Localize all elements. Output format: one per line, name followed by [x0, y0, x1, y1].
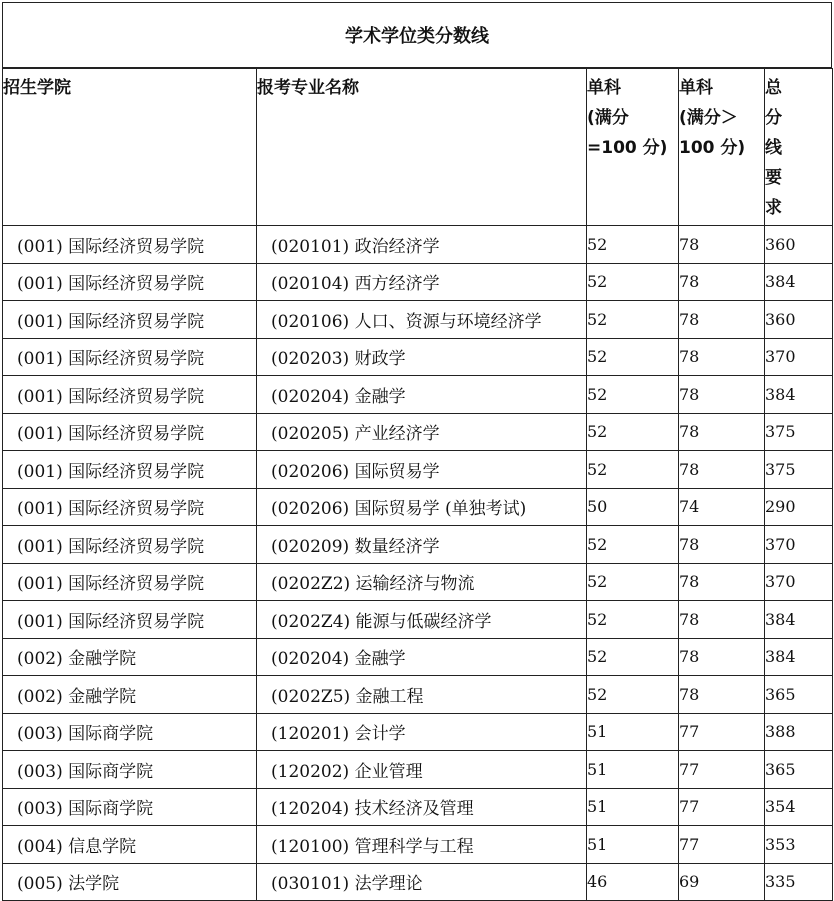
table-row	[3, 713, 833, 751]
total-cell: 370	[765, 338, 833, 376]
single-100-cell: 52	[587, 676, 679, 714]
total-cell: 370	[765, 526, 833, 564]
total-cell: 370	[765, 563, 833, 601]
single-gt100-cell: 77	[679, 751, 765, 789]
single-100-cell: 52	[587, 263, 679, 301]
total-cell: 375	[765, 413, 833, 451]
college-cell: (001) 国际经济贸易学院	[3, 263, 257, 301]
table-row	[3, 451, 833, 489]
single-100-cell: 46	[587, 863, 679, 901]
total-cell: 365	[765, 676, 833, 714]
single-100-cell: 52	[587, 376, 679, 414]
major-cell: (0202Z2) 运输经济与物流	[257, 563, 587, 601]
single-gt100-cell: 78	[679, 563, 765, 601]
college-cell: (005) 法学院	[3, 863, 257, 901]
header-total: 总分线要求	[765, 69, 833, 226]
total-cell: 354	[765, 788, 833, 826]
college-cell: (001) 国际经济贸易学院	[3, 376, 257, 414]
table-title: 学术学位类分数线	[2, 2, 832, 68]
single-gt100-cell: 77	[679, 788, 765, 826]
single-gt100-cell: 78	[679, 338, 765, 376]
major-cell: (0202Z5) 金融工程	[257, 676, 587, 714]
header-single-100-note: (满分 =100 分)	[587, 108, 668, 158]
table-row	[3, 563, 833, 601]
table-row	[3, 301, 833, 339]
college-cell: (001) 国际经济贸易学院	[3, 226, 257, 264]
single-100-cell: 52	[587, 563, 679, 601]
single-gt100-cell: 78	[679, 601, 765, 639]
total-cell: 384	[765, 638, 833, 676]
header-single-100-title: 单科	[587, 78, 621, 98]
college-cell: (001) 国际经济贸易学院	[3, 488, 257, 526]
college-cell: (003) 国际商学院	[3, 713, 257, 751]
single-100-cell: 51	[587, 713, 679, 751]
total-cell: 375	[765, 451, 833, 489]
single-100-cell: 52	[587, 413, 679, 451]
major-cell: (020209) 数量经济学	[257, 526, 587, 564]
header-single-100	[587, 69, 679, 226]
single-100-cell: 50	[587, 488, 679, 526]
table-row	[3, 638, 833, 676]
college-cell: (002) 金融学院	[3, 676, 257, 714]
single-gt100-cell: 77	[679, 713, 765, 751]
table-row	[3, 376, 833, 414]
single-100-cell: 52	[587, 601, 679, 639]
header-college: 招生学院	[3, 69, 257, 226]
college-cell: (003) 国际商学院	[3, 788, 257, 826]
major-cell: (020106) 人口、资源与环境经济学	[257, 301, 587, 339]
table-row	[3, 676, 833, 714]
total-cell: 360	[765, 226, 833, 264]
total-cell: 365	[765, 751, 833, 789]
single-gt100-cell: 78	[679, 526, 765, 564]
header-single-gt100-note: (满分＞ 100 分)	[679, 108, 746, 158]
single-gt100-cell: 78	[679, 676, 765, 714]
single-gt100-cell: 78	[679, 376, 765, 414]
single-100-cell: 52	[587, 526, 679, 564]
major-cell: (120100) 管理科学与工程	[257, 826, 587, 864]
college-cell: (001) 国际经济贸易学院	[3, 413, 257, 451]
major-cell: (020206) 国际贸易学 (单独考试)	[257, 488, 587, 526]
major-cell: (020205) 产业经济学	[257, 413, 587, 451]
single-gt100-cell: 78	[679, 226, 765, 264]
header-single-gt100	[679, 69, 765, 226]
single-gt100-cell: 74	[679, 488, 765, 526]
table-row	[3, 338, 833, 376]
score-sheet	[2, 2, 832, 901]
single-gt100-cell: 78	[679, 413, 765, 451]
total-cell: 290	[765, 488, 833, 526]
single-gt100-cell: 78	[679, 638, 765, 676]
total-cell: 388	[765, 713, 833, 751]
single-gt100-cell: 78	[679, 451, 765, 489]
single-100-cell: 52	[587, 451, 679, 489]
single-100-cell: 52	[587, 301, 679, 339]
table-row	[3, 788, 833, 826]
major-cell: (020101) 政治经济学	[257, 226, 587, 264]
total-cell: 360	[765, 301, 833, 339]
single-100-cell: 51	[587, 751, 679, 789]
college-cell: (003) 国际商学院	[3, 751, 257, 789]
major-cell: (120201) 会计学	[257, 713, 587, 751]
table-row	[3, 526, 833, 564]
table-row	[3, 488, 833, 526]
single-100-cell: 51	[587, 788, 679, 826]
major-cell: (020203) 财政学	[257, 338, 587, 376]
total-cell: 335	[765, 863, 833, 901]
single-gt100-cell: 77	[679, 826, 765, 864]
table-row	[3, 826, 833, 864]
header-major: 报考专业名称	[257, 69, 587, 226]
college-cell: (002) 金融学院	[3, 638, 257, 676]
college-cell: (001) 国际经济贸易学院	[3, 526, 257, 564]
major-cell: (020206) 国际贸易学	[257, 451, 587, 489]
major-cell: (120202) 企业管理	[257, 751, 587, 789]
table-body	[3, 226, 833, 901]
major-cell: (020104) 西方经济学	[257, 263, 587, 301]
college-cell: (001) 国际经济贸易学院	[3, 563, 257, 601]
single-100-cell: 52	[587, 338, 679, 376]
major-cell: (030101) 法学理论	[257, 863, 587, 901]
college-cell: (001) 国际经济贸易学院	[3, 601, 257, 639]
table-row	[3, 413, 833, 451]
total-cell: 353	[765, 826, 833, 864]
header-single-gt100-title: 单科	[679, 78, 713, 98]
table-row	[3, 601, 833, 639]
college-cell: (001) 国际经济贸易学院	[3, 338, 257, 376]
header-row	[3, 69, 833, 226]
table-row	[3, 751, 833, 789]
total-cell: 384	[765, 376, 833, 414]
college-cell: (004) 信息学院	[3, 826, 257, 864]
total-cell: 384	[765, 601, 833, 639]
single-gt100-cell: 78	[679, 301, 765, 339]
single-100-cell: 51	[587, 826, 679, 864]
major-cell: (020204) 金融学	[257, 638, 587, 676]
college-cell: (001) 国际经济贸易学院	[3, 301, 257, 339]
total-cell: 384	[765, 263, 833, 301]
single-gt100-cell: 78	[679, 263, 765, 301]
table-row	[3, 263, 833, 301]
score-table	[2, 68, 833, 901]
major-cell: (0202Z4) 能源与低碳经济学	[257, 601, 587, 639]
college-cell: (001) 国际经济贸易学院	[3, 451, 257, 489]
single-gt100-cell: 69	[679, 863, 765, 901]
major-cell: (020204) 金融学	[257, 376, 587, 414]
single-100-cell: 52	[587, 638, 679, 676]
table-row	[3, 226, 833, 264]
table-row	[3, 863, 833, 901]
major-cell: (120204) 技术经济及管理	[257, 788, 587, 826]
single-100-cell: 52	[587, 226, 679, 264]
